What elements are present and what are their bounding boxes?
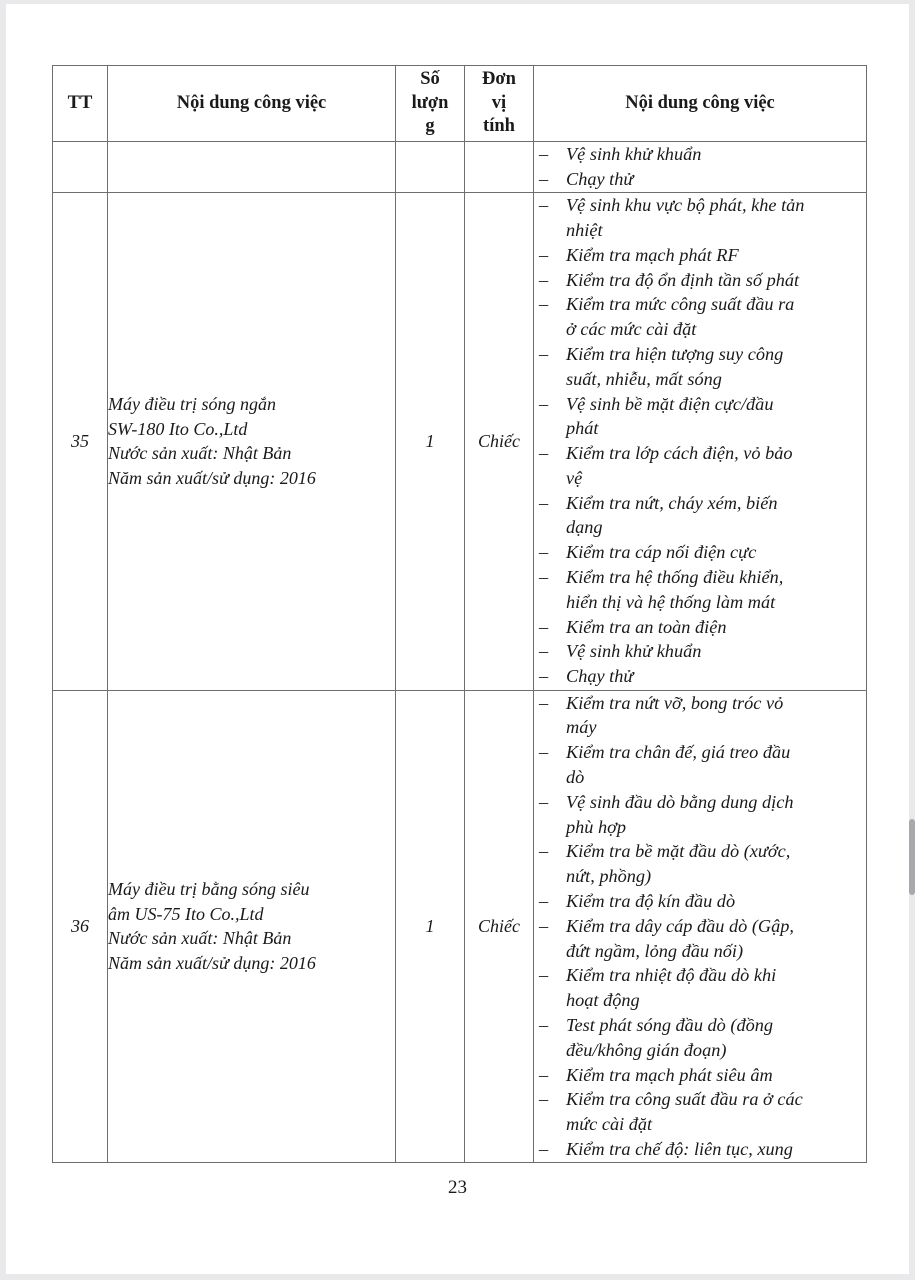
task-text-line: mức cài đặt [566, 1114, 653, 1135]
task-item [534, 615, 866, 640]
quantity-cell: 1 [396, 192, 465, 690]
task-text-line: Kiểm tra chân đế, giá treo đầu [566, 742, 791, 763]
dash-bullet-icon: – [539, 144, 549, 164]
dash-bullet-icon: – [539, 492, 549, 513]
task-item [534, 243, 866, 268]
task-text-line: Kiểm tra hiện tượng suy công [566, 343, 784, 364]
task-item [534, 565, 866, 615]
task-text-line: Kiểm tra lớp cách điện, vỏ bảo [566, 443, 793, 464]
task-text-line: nhiệt [566, 219, 603, 240]
task-item [534, 491, 866, 541]
task-list-cell [534, 690, 867, 1162]
task-item [534, 691, 866, 741]
dash-bullet-icon: – [539, 343, 549, 364]
task-text-line: Kiểm tra bề mặt đầu dò (xước, [566, 841, 791, 862]
device-description-line: Nước sản xuất: Nhật Bản [108, 443, 292, 464]
device-description-line: Máy điều trị bằng sóng siêu [108, 879, 310, 900]
task-item [534, 639, 866, 664]
task-item [534, 1013, 866, 1063]
task-item [534, 342, 866, 392]
dash-bullet-icon: – [539, 641, 549, 662]
unit-cell: Chiếc [465, 690, 534, 1162]
dash-bullet-icon: – [539, 195, 549, 216]
task-text-line: Chạy thử [566, 666, 634, 687]
header-quantity-line: g [425, 116, 435, 137]
table-row [53, 690, 867, 1162]
task-text-line: Kiểm tra nứt, cháy xém, biến [566, 492, 778, 513]
task-item [534, 664, 866, 689]
task-text-line: Kiểm tra nứt vỡ, bong tróc vỏ [566, 692, 784, 713]
task-text-line: Kiểm tra cáp nối điện cực [566, 542, 757, 563]
task-text-line: hiển thị và hệ thống làm mát [566, 591, 776, 612]
dash-bullet-icon: – [539, 616, 549, 637]
task-text-line: Kiểm tra mức công suất đầu ra [566, 294, 795, 315]
task-text-line: suất, nhiễu, mất sóng [566, 368, 722, 389]
task-item [534, 790, 866, 840]
task-list [534, 142, 866, 192]
dash-bullet-icon: – [539, 542, 549, 563]
dash-bullet-icon: – [539, 1138, 549, 1159]
dash-bullet-icon: – [539, 294, 549, 315]
device-description [108, 192, 396, 690]
task-item [534, 889, 866, 914]
row-number: 35 [53, 192, 108, 690]
device-description-line: Nước sản xuất: Nhật Bản [108, 928, 292, 949]
header-unit-line: vị [491, 92, 507, 113]
task-item [534, 1087, 866, 1137]
task-text-line: Vệ sinh khu vực bộ phát, khe tản [566, 195, 805, 216]
task-text-line: Kiểm tra mạch phát RF [566, 244, 739, 265]
row-number: 36 [53, 690, 108, 1162]
task-text-line: Kiểm tra an toàn điện [566, 616, 727, 637]
task-text-line: Kiểm tra công suất đầu ra ở các [566, 1089, 803, 1110]
dash-bullet-icon: – [539, 393, 549, 414]
task-item [534, 540, 866, 565]
task-text-line: Chạy thử [566, 168, 634, 189]
task-text-line: ở các mức cài đặt [566, 319, 697, 340]
header-quantity-line: Số [420, 69, 440, 90]
task-item [534, 914, 866, 964]
task-text-line: dò [566, 766, 585, 787]
unit-cell: Chiếc [465, 192, 534, 690]
header-tt: TT [53, 66, 108, 142]
task-item [534, 963, 866, 1013]
task-text-line: vệ [566, 467, 583, 488]
row-number [53, 142, 108, 193]
dash-bullet-icon: – [539, 269, 549, 290]
dash-bullet-icon: – [539, 692, 549, 713]
task-text-line: máy [566, 717, 597, 738]
task-text-line: Kiểm tra nhiệt độ đầu dò khi [566, 965, 777, 986]
dash-bullet-icon: – [539, 841, 549, 862]
dash-bullet-icon: – [539, 244, 549, 265]
dash-bullet-icon: – [539, 443, 549, 464]
dash-bullet-icon: – [539, 1089, 549, 1110]
task-item [534, 193, 866, 243]
header-unit-line: tính [483, 116, 515, 137]
task-item [534, 292, 866, 342]
task-text-line: Vệ sinh khử khuẩn [566, 144, 702, 164]
dash-bullet-icon: – [539, 965, 549, 986]
task-text-line: Kiểm tra hệ thống điều khiển, [566, 567, 784, 588]
header-name: Nội dung công việc [108, 66, 396, 142]
header-tasks: Nội dung công việc [534, 66, 867, 142]
task-text-line: Vệ sinh đầu dò bằng dung dịch [566, 791, 794, 812]
page-number: 23 [448, 1177, 467, 1198]
task-item [534, 1137, 866, 1162]
maintenance-table [52, 65, 867, 1163]
dash-bullet-icon: – [539, 666, 549, 687]
header-quantity-line: lượn [411, 92, 449, 113]
header-quantity [396, 66, 465, 142]
header-unit-line: Đơn [482, 69, 516, 90]
task-text-line: Vệ sinh khử khuẩn [566, 641, 702, 662]
dash-bullet-icon: – [539, 791, 549, 812]
device-description-line: SW-180 Ito Co.,Ltd [108, 418, 248, 439]
task-text-line: Kiểm tra mạch phát siêu âm [566, 1064, 773, 1085]
table-header-row [53, 66, 867, 142]
task-item [534, 167, 866, 192]
dash-bullet-icon: – [539, 890, 549, 911]
device-description-line: Máy điều trị sóng ngắn [108, 394, 276, 415]
unit-cell [465, 142, 534, 193]
task-text-line: Kiểm tra độ ổn định tần số phát [566, 269, 800, 290]
task-item [534, 268, 866, 293]
device-description [108, 690, 396, 1162]
task-text-line: hoạt động [566, 990, 640, 1011]
task-list [534, 193, 866, 689]
dash-bullet-icon: – [539, 742, 549, 763]
task-text-line: Kiểm tra dây cáp đầu dò (Gập, [566, 915, 794, 936]
task-text-line: Kiểm tra độ kín đầu dò [566, 890, 736, 911]
task-text-line: nứt, phồng) [566, 866, 652, 887]
task-text-line: Kiểm tra chế độ: liên tục, xung [566, 1138, 793, 1159]
task-text-line: phát [566, 418, 599, 439]
dash-bullet-icon: – [539, 915, 549, 936]
dash-bullet-icon: – [539, 1064, 549, 1085]
table-row [53, 192, 867, 690]
task-item [534, 740, 866, 790]
task-text-line: Vệ sinh bề mặt điện cực/đầu [566, 393, 774, 414]
task-text-line: phù hợp [566, 816, 627, 837]
task-item [534, 392, 866, 442]
dash-bullet-icon: – [539, 1014, 549, 1035]
table-row [53, 142, 867, 193]
quantity-cell [396, 142, 465, 193]
device-description-line: Năm sản xuất/sử dụng: 2016 [108, 952, 316, 973]
task-list [534, 691, 866, 1162]
dash-bullet-icon: – [539, 168, 549, 189]
device-description-line: âm US-75 Ito Co.,Ltd [108, 903, 264, 924]
task-text-line: dạng [566, 517, 603, 538]
task-text-line: đứt ngầm, lỏng đầu nối) [566, 940, 744, 961]
task-list-cell [534, 142, 867, 193]
quantity-cell: 1 [396, 690, 465, 1162]
task-item [534, 142, 866, 167]
device-description [108, 142, 396, 193]
vertical-scrollbar[interactable] [909, 819, 915, 895]
header-unit [465, 66, 534, 142]
task-item [534, 441, 866, 491]
dash-bullet-icon: – [539, 567, 549, 588]
task-item [534, 1063, 866, 1088]
document-page [6, 4, 909, 1274]
task-item [534, 839, 866, 889]
task-list-cell [534, 192, 867, 690]
task-text-line: Test phát sóng đầu dò (đồng [566, 1014, 774, 1035]
task-text-line: đều/không gián đoạn) [566, 1039, 727, 1060]
device-description-line: Năm sản xuất/sử dụng: 2016 [108, 467, 316, 488]
